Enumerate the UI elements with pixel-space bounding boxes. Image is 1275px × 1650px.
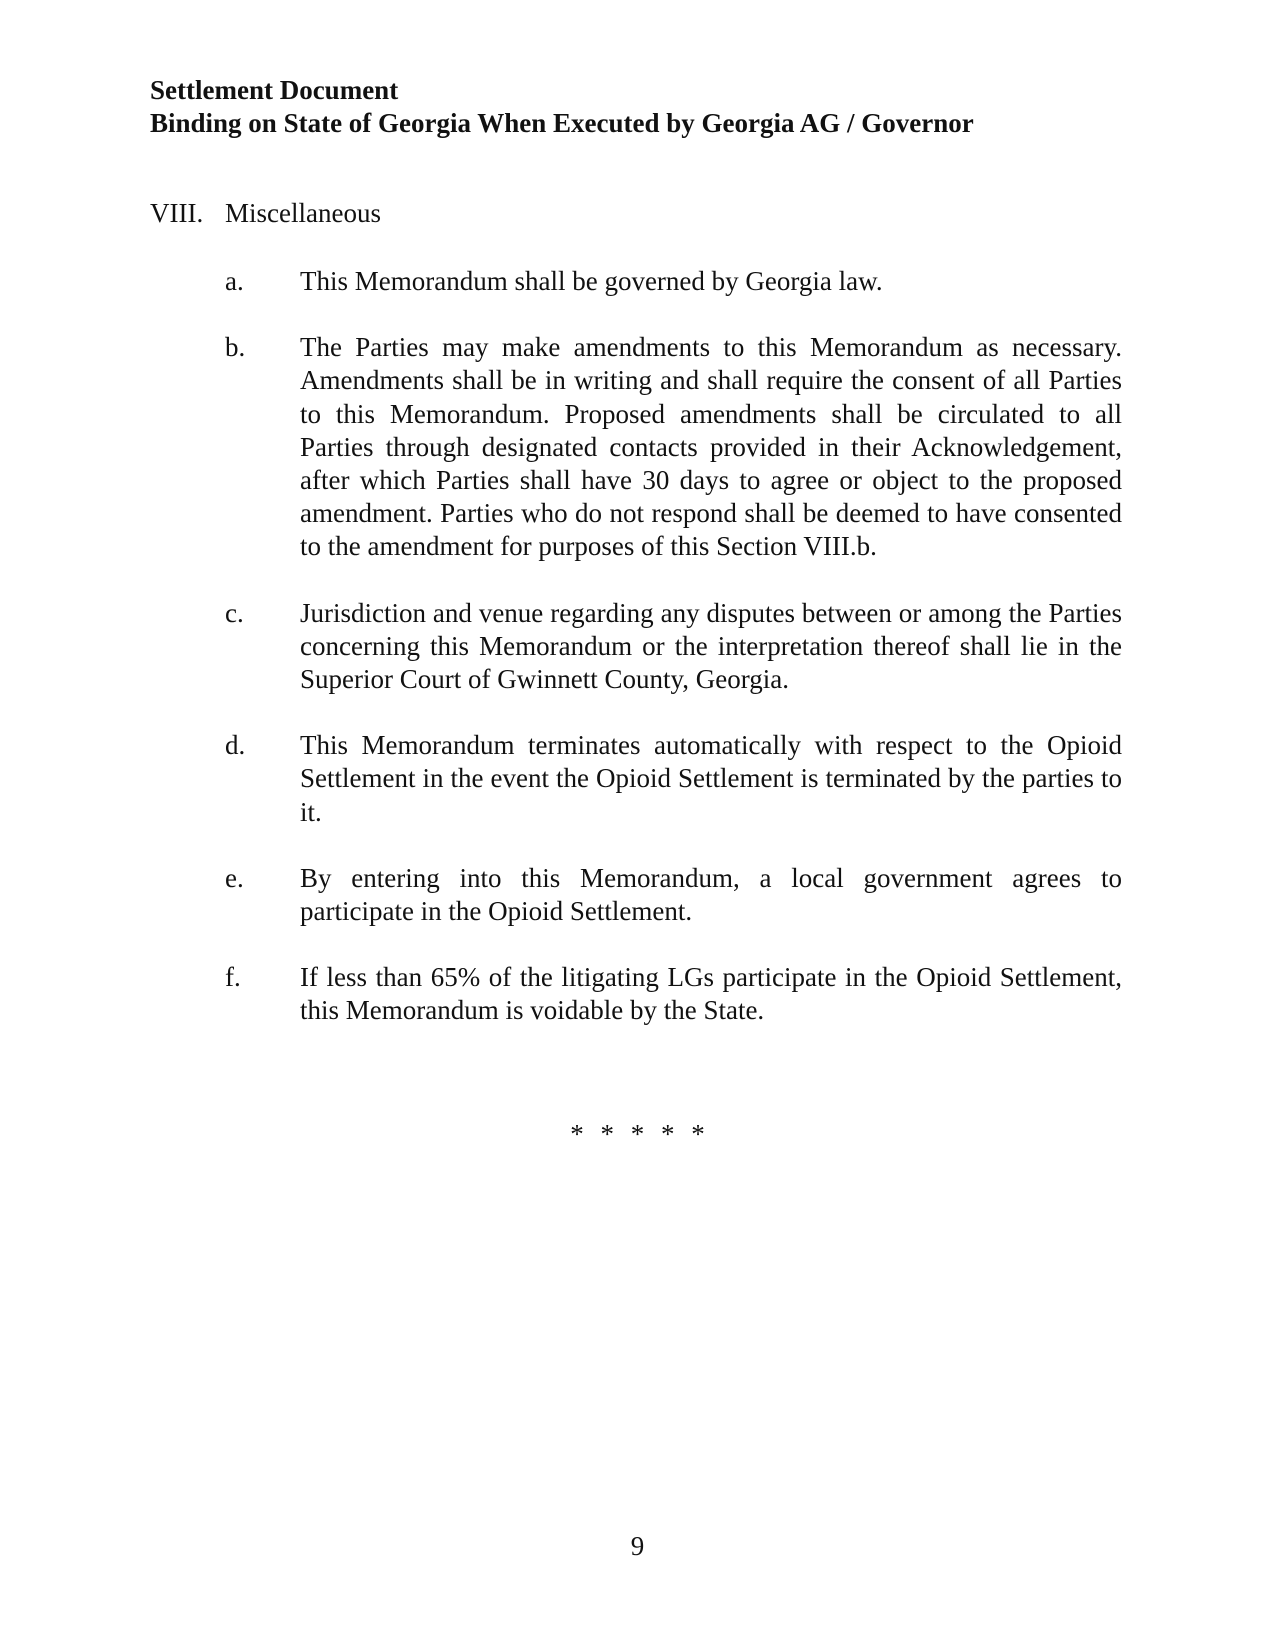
document-header	[150, 74, 974, 140]
list-item-e	[225, 862, 1122, 928]
list-item-c	[225, 597, 1122, 697]
item-text: The Parties may make amendments to this Memorandum as necessary. Amendments shall be in writing and shall require the consent of all Parties to this Memorandum. Proposed amendments shall be circulated to all Parties through designated contacts provided in their Acknowledgement, after which Parties shall have 30 days to agree or object to the proposed amendment. Parties who do not respond shall be deemed to have consented to the amendment for purposes of this Section VIII.b.	[300, 332, 1122, 562]
section-heading	[150, 197, 381, 230]
item-text: This Memorandum terminates automatically with respect to the Opioid Settlement in the event the Opioid Settlement is terminated by the parties to it.	[300, 730, 1122, 827]
end-of-section-asterisks: * * * * *	[570, 1119, 705, 1149]
item-letter: b.	[225, 332, 246, 363]
item-text: If less than 65% of the litigating LGs participate in the Opioid Settlement, this Memorandum is voidable by the State.	[300, 962, 1122, 1026]
item-letter: c.	[225, 597, 244, 628]
section-items	[225, 265, 1122, 1061]
item-letter: f.	[225, 962, 241, 993]
item-letter: d.	[225, 730, 246, 761]
header-subtitle: Binding on State of Georgia When Executed by Georgia AG / Governor	[150, 108, 974, 138]
page-number: 9	[630, 1531, 645, 1561]
section-number: VIII.	[150, 198, 204, 228]
list-item-a	[225, 265, 1122, 298]
list-item-f	[225, 961, 1122, 1027]
section-title: Miscellaneous	[225, 198, 381, 228]
list-item-d	[225, 729, 1122, 829]
item-text: By entering into this Memorandum, a local government agrees to participate in the Opioid Settlement.	[300, 862, 1122, 927]
list-item-b	[225, 331, 1122, 563]
item-text: Jurisdiction and venue regarding any disputes between or among the Parties concerning this Memorandum or the interpretation thereof shall lie in the Superior Court of Gwinnett County, Georgia.	[300, 597, 1122, 695]
item-letter: a.	[225, 266, 244, 296]
item-text: This Memorandum shall be governed by Georgia law.	[300, 266, 883, 296]
item-letter: e.	[225, 862, 244, 893]
header-title: Settlement Document	[150, 75, 399, 105]
